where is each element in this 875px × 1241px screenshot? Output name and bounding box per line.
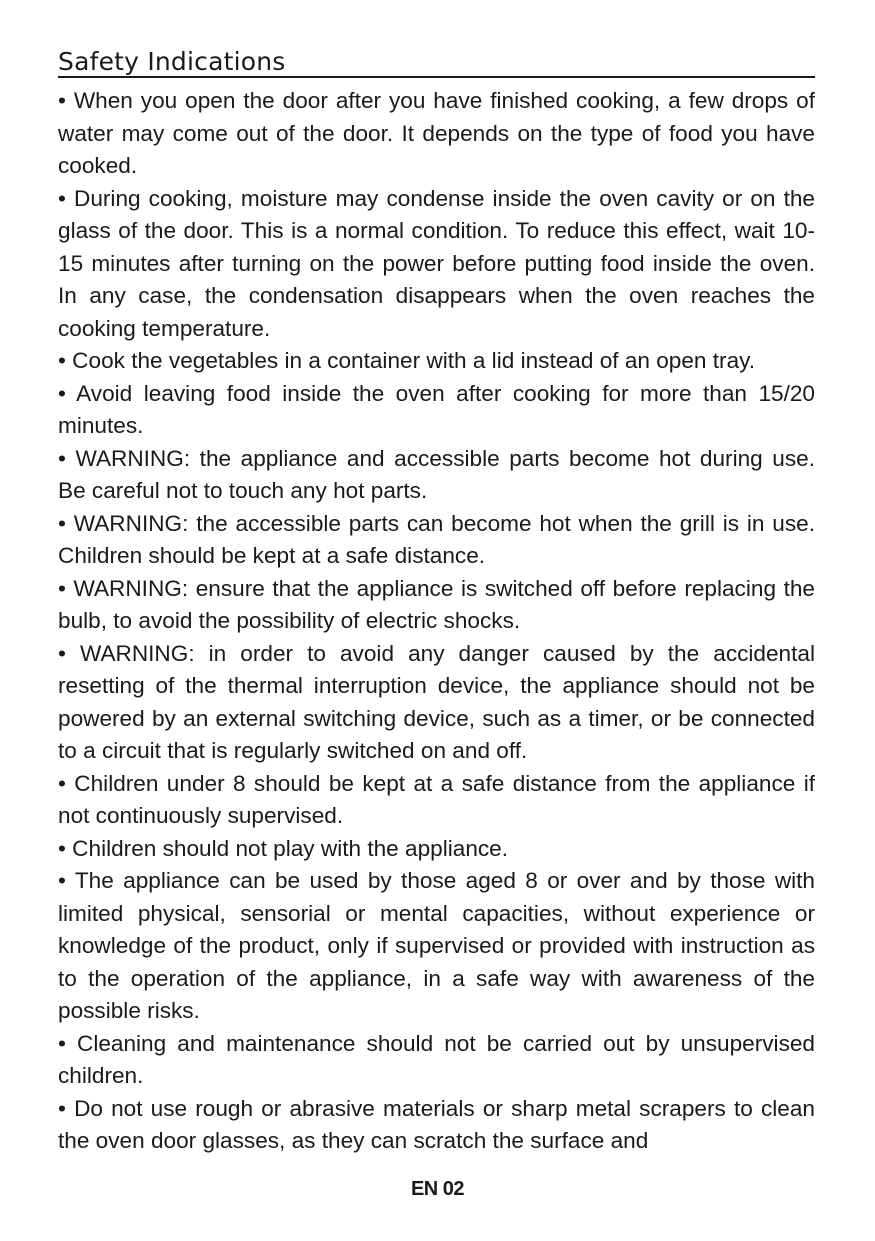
- instruction-paragraph: • WARNING: the accessible parts can become hot when the grill is in use. Children should be kept at a safe distance.: [58, 510, 815, 568]
- instruction-paragraph: • Avoid leaving food inside the oven after cooking for more than 15/20 minutes.: [58, 380, 815, 438]
- instruction-paragraph: • Children should not play with the appliance.: [58, 835, 509, 861]
- instruction-paragraph: • Do not use rough or abrasive materials or sharp metal scrapers to clean the oven door glasses, as they can scratch the surface and: [58, 1095, 815, 1153]
- page-number: EN 02: [410, 1178, 465, 1200]
- instruction-paragraph: • WARNING: ensure that the appliance is switched off before replacing the bulb, to avoid the possibility of electric shocks.: [58, 575, 815, 633]
- instruction-paragraph: • WARNING: the appliance and accessible parts become hot during use. Be careful not to touch any hot parts.: [58, 445, 815, 503]
- instruction-paragraph: • Children under 8 should be kept at a safe distance from the appliance if not continuously supervised.: [58, 770, 815, 828]
- instruction-paragraph: • When you open the door after you have finished cooking, a few drops of water may come out of the door. It depends on the type of food you have cooked.: [58, 88, 815, 178]
- instruction-paragraph: • WARNING: in order to avoid any danger caused by the accidental resetting of the thermal interruption device, the appliance should not be powered by an external switching device, such as a timer, or be connected to a circuit that is regularly switched on and off.: [58, 640, 815, 763]
- safety-instructions-list: [58, 85, 815, 1163]
- instruction-paragraph: • Cleaning and maintenance should not be carried out by unsupervised children.: [58, 1030, 815, 1088]
- page-title: Safety Indications: [58, 47, 286, 76]
- instruction-paragraph: • The appliance can be used by those aged 8 or over and by those with limited physical, sensorial or mental capacities, without experience or knowledge of the product, only if supervised or provided with instruction as to the operation of the appliance, in a safe way with awareness of the possible risks.: [58, 868, 815, 1023]
- page-header: [58, 42, 815, 78]
- instruction-paragraph: • Cook the vegetables in a container with a lid instead of an open tray.: [58, 348, 756, 373]
- instruction-paragraph: • During cooking, moisture may condense inside the oven cavity or on the glass of the door. This is a normal condition. To reduce this effect, wait 10-15 minutes after turning on the power before putting food inside the oven. In any case, the condensation disappears when the oven reaches the cooking temperature.: [58, 185, 815, 341]
